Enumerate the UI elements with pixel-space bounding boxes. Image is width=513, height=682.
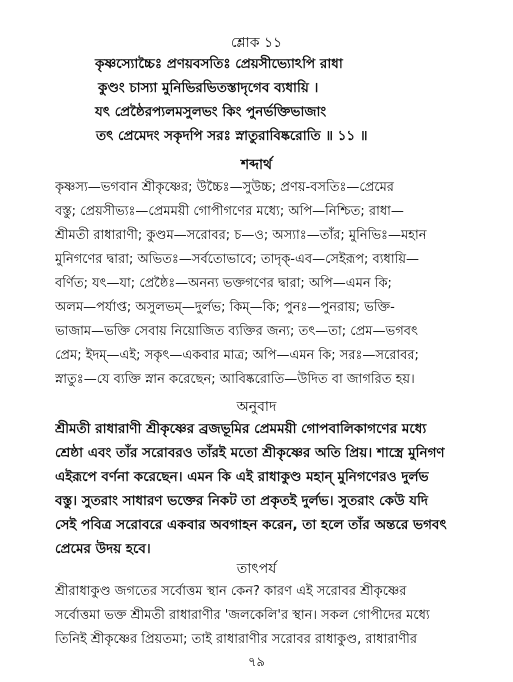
synonyms-line: শ্রীমতী রাধারাণী; কুণ্ডম—সরোবর; চ—ও; অস্যাঃ—তাঁর; মুনিভিঃ—মহান — [55, 228, 427, 243]
purport-heading: তাৎপর্য — [236, 561, 277, 577]
verse-block — [0, 52, 513, 148]
translation-line: প্রেমের উদয় হবে। — [55, 541, 151, 557]
synonyms-line: বস্তু; প্রেয়সীভ্যঃ—প্রেমময়ী গোপীগণের মধ্যে; অপি—নিশ্চিত; রাধা— — [55, 204, 404, 219]
synonyms-line: স্নাতুঃ—যে ব্যক্তি স্নান করেছেন; আবিষ্করোতি—উদিত বা জাগরিত হয়। — [55, 372, 415, 387]
synonyms-block — [55, 176, 480, 392]
purport-line: শ্রীরাধাকুণ্ড জগতের সর্বোত্তম স্থান কেন? কারণ এই সরোবর শ্রীকৃষ্ণের — [55, 584, 407, 599]
translation-line: এইরূপে বর্ণনা করেছেন। এমন কি এই রাধাকুণ্ড মহান্ মুনিগণেরও দুর্লভ — [55, 469, 429, 485]
verse-line: যৎ প্রেষ্ঠৈরপ্যলমসুলভং কিং পুনর্ভক্তিভাজাং — [95, 104, 327, 120]
synonyms-line: কৃষ্ণস্য—ভগবান শ্রীকৃষ্ণের; উচ্চৈঃ—সুউচ্চ; প্রণয়-বসতিঃ—প্রেমের — [55, 180, 394, 195]
synonyms-heading: শব্দার্থ — [240, 157, 273, 173]
translation-line: শ্রীমতী রাধারাণী শ্রীকৃষ্ণের ব্রজভূমির প্রেমময়ী গোপবালিকাগণের মধ্যে — [55, 421, 427, 437]
verse-line: কুণ্ডং চাস্যা মুনিভিরভিতস্তাদৃগেব ব্যধায়ি । — [98, 80, 319, 96]
synonyms-line: মুনিগণের দ্বারা; অভিতঃ—সর্বতোভাবে; তাদৃক্‌-এব—সেইরূপ; ব্যধায়ি— — [55, 252, 419, 267]
translation-heading: অনুবাদ — [236, 399, 277, 415]
verse-heading: শ্লোক ১১ — [230, 35, 283, 51]
purport-block — [55, 580, 480, 652]
purport-line: সর্বোত্তমা ভক্ত শ্রীমতী রাধারাণীর 'জলকেলি'র স্থান। সকল গোপীদের মধ্যে — [55, 608, 430, 623]
translation-line: সেই পবিত্র সরোবরে একবার অবগাহন করেন, তা হলে তাঁর অন্তরে ভগবৎ — [55, 517, 447, 533]
translation-line: বস্তু। সুতরাং সাধারণ ভক্তের নিকট তা প্রকৃতই দুর্লভ। সুতরাং কেউ যদি — [55, 493, 429, 509]
synonyms-line: ভাজাম—ভক্তি সেবায় নিয়োজিত ব্যক্তির জন্য; তৎ—তা; প্রেম—ভগবৎ — [55, 324, 418, 339]
verse-line: কৃষ্ণস্যোচ্চৈঃ প্রণয়বসতিঃ প্রেয়সীভ্যোঽপি রাধা — [95, 56, 343, 72]
synonyms-line: অলম—পর্যাপ্ত; অসুলভম্—দুর্লভ; কিম্—কি; পুনঃ—পুনরায়; ভক্তি- — [55, 300, 395, 315]
synonyms-line: বর্ণিত; যৎ—যা; প্রেষ্ঠৈঃ—অনন্য ভক্তগণের দ্বারা; অপি—এমন কি; — [55, 276, 392, 291]
purport-line: তিনিই শ্রীকৃষ্ণের প্রিয়তমা; তাই রাধারাণীর সরোবর রাধাকুণ্ড, রাধারাণীর — [55, 632, 418, 647]
translation-block — [55, 417, 480, 561]
translation-line: শ্রেষ্ঠা এবং তাঁর সরোবরও তাঁরই মতো শ্রীকৃষ্ণের অতি প্রিয়। শাস্ত্রে মুনিগণ — [55, 445, 445, 461]
synonyms-line: প্রেম; ইদম্—এই; সকৃৎ—একবার মাত্র; অপি—এমন কি; সরঃ—সরোবর; — [55, 348, 419, 363]
page-number: ৭৯ — [248, 655, 265, 670]
verse-line: তৎ প্রেমেদং সকৃদপি সরঃ স্নাতুরাবিষ্করোতি ॥ ১১ ॥ — [96, 128, 368, 144]
